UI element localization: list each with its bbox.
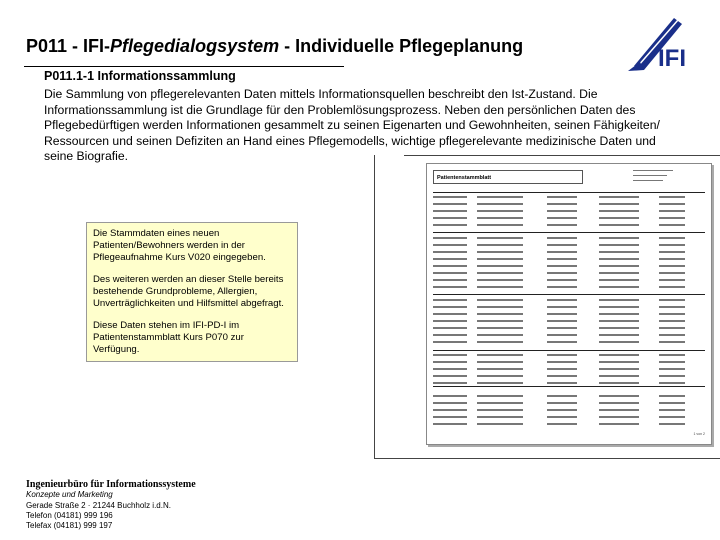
document-text-line [547, 224, 577, 226]
company-footer [26, 480, 196, 531]
document-text-line [477, 237, 523, 239]
document-text-line [477, 286, 523, 288]
document-text-line [547, 334, 577, 336]
company-fax: Telefax (04181) 999 197 [26, 521, 113, 531]
document-text-line [433, 341, 467, 343]
document-text-line [659, 286, 685, 288]
document-text-line [433, 320, 467, 322]
document-text-line [659, 210, 685, 212]
section-subtitle: P011.1-1 Informationssammlung [44, 69, 236, 83]
document-text-line [477, 272, 523, 274]
document-text-line [547, 423, 577, 425]
document-text-line [433, 423, 467, 425]
document-text-line [599, 286, 639, 288]
document-text-line [477, 279, 523, 281]
document-text-line [599, 354, 639, 356]
document-text-line [659, 299, 685, 301]
document-preview [426, 163, 712, 445]
document-text-line [433, 244, 467, 246]
document-text-line [547, 306, 577, 308]
document-text-line [599, 402, 639, 404]
company-tagline: Konzepte und Marketing [26, 490, 113, 500]
document-page-number: 1 von 2 [693, 432, 705, 436]
document-text-line [547, 361, 577, 363]
document-text-line [547, 382, 577, 384]
document-text-line [659, 237, 685, 239]
note-paragraph: Des weiteren werden an dieser Stelle bereits bestehende Grundprobleme, Allergien, Unverträglichkeiten und Hilfsmittel abgefragt. [93, 274, 284, 309]
document-text-line [599, 196, 639, 198]
document-text-line [599, 416, 639, 418]
document-text-line [547, 354, 577, 356]
document-text-line [433, 203, 467, 205]
document-text-line [433, 272, 467, 274]
document-text-line [433, 382, 467, 384]
frame-line [374, 155, 375, 458]
document-text-line [547, 196, 577, 198]
document-text-line [433, 334, 467, 336]
document-text-line [659, 244, 685, 246]
document-text-line [477, 423, 523, 425]
document-text-line [547, 251, 577, 253]
document-text-line [659, 327, 685, 329]
document-text-line [599, 272, 639, 274]
document-text-line [477, 341, 523, 343]
document-text-line [477, 210, 523, 212]
document-text-line [433, 409, 467, 411]
document-text-line [599, 306, 639, 308]
document-text-line [599, 265, 639, 267]
document-section-rule [433, 294, 705, 295]
document-text-line [599, 251, 639, 253]
section-body: Die Sammlung von pflegerelevanten Daten mittels Informationsquellen beschreibt den Ist-Zustand. Die Informationssammlung ist die Grundlage für den Problemlösungsprozess. Neben den persönlichen Daten des Pflegebedürftigen werden Informationen gesammelt zu seinen Eigenarten und Gewohnheiten, seinen Fähigkeiten/ Ressourcen und seinen Defiziten an Hand eines Pflegemodells, wichtige pflegerelevante medizinische Daten und seine Biografie. [44, 87, 660, 164]
document-text-line [433, 217, 467, 219]
note-paragraph: Diese Daten stehen im IFI-PD-I im Patientenstammblatt Kurs P070 zur Verfügung. [93, 320, 244, 355]
document-text-line [433, 299, 467, 301]
ifi-logo [614, 14, 706, 72]
document-text-line [599, 409, 639, 411]
document-section-rule [433, 350, 705, 351]
document-text-line [659, 217, 685, 219]
document-text-line [547, 237, 577, 239]
document-text-line [547, 279, 577, 281]
document-text-line [477, 203, 523, 205]
document-text-line [433, 416, 467, 418]
document-text-line [477, 354, 523, 356]
document-text-line [659, 395, 685, 397]
document-text-line [659, 196, 685, 198]
document-text-line [599, 368, 639, 370]
document-text-line [659, 402, 685, 404]
document-text-line [433, 265, 467, 267]
document-text-line [547, 286, 577, 288]
document-text-line [477, 395, 523, 397]
document-text-line [547, 341, 577, 343]
document-text-line [659, 306, 685, 308]
document-text-line [477, 334, 523, 336]
document-text-line [547, 265, 577, 267]
company-name: Ingenieurbüro für Informationssysteme [26, 479, 196, 490]
document-text-line [599, 210, 639, 212]
document-text-line [547, 217, 577, 219]
document-text-line [659, 272, 685, 274]
company-phone: Telefon (04181) 999 196 [26, 510, 113, 520]
document-text-line [477, 320, 523, 322]
document-text-line [659, 279, 685, 281]
document-text-line [547, 375, 577, 377]
document-text-line [659, 375, 685, 377]
document-text-line [599, 361, 639, 363]
document-text-line [599, 327, 639, 329]
document-heading: Patientenstammblatt [433, 170, 583, 184]
document-section-rule [433, 386, 705, 387]
document-text-line [659, 341, 685, 343]
document-text-line [599, 258, 639, 260]
document-text-line [433, 368, 467, 370]
document-text-line [599, 334, 639, 336]
document-text-line [547, 409, 577, 411]
document-text-line [433, 196, 467, 198]
document-section-rule [433, 192, 705, 193]
document-text-line [659, 409, 685, 411]
document-text-line [433, 375, 467, 377]
document-text-line [599, 382, 639, 384]
document-text-line [659, 251, 685, 253]
document-text-line [547, 416, 577, 418]
document-text-line [659, 265, 685, 267]
document-text-line [659, 382, 685, 384]
document-text-line [433, 327, 467, 329]
document-text-line [547, 368, 577, 370]
document-text-line [477, 416, 523, 418]
document-text-line [433, 395, 467, 397]
document-text-line [659, 320, 685, 322]
document-text-line [599, 224, 639, 226]
document-text-line [599, 244, 639, 246]
document-text-line [599, 395, 639, 397]
document-text-line [433, 286, 467, 288]
frame-line [404, 155, 720, 156]
document-text-line [433, 361, 467, 363]
document-text-line [599, 341, 639, 343]
document-text-line [477, 402, 523, 404]
document-text-line [599, 313, 639, 315]
document-text-line [599, 299, 639, 301]
document-text-line [477, 361, 523, 363]
document-text-line [477, 382, 523, 384]
document-text-line [599, 203, 639, 205]
document-text-line [547, 313, 577, 315]
document-text-line [547, 210, 577, 212]
document-text-line [547, 203, 577, 205]
document-text-line [477, 409, 523, 411]
document-section-rule [433, 232, 705, 233]
document-text-line [477, 217, 523, 219]
info-note [86, 222, 298, 362]
document-text-line [599, 279, 639, 281]
document-text-line [477, 251, 523, 253]
frame-line [374, 458, 720, 459]
document-text-line [659, 361, 685, 363]
document-text-line [433, 306, 467, 308]
document-text-line [433, 224, 467, 226]
document-text-line [477, 196, 523, 198]
document-text-line [547, 320, 577, 322]
document-text-line [433, 251, 467, 253]
document-text-line [477, 313, 523, 315]
document-text-line [477, 299, 523, 301]
note-paragraph: Die Stammdaten eines neuen Patienten/Bewohners werden in der Pflegeaufnahme Kurs V020 eingegeben. [93, 228, 266, 263]
document-text-line [599, 320, 639, 322]
document-text-line [547, 258, 577, 260]
document-text-line [477, 244, 523, 246]
logo-text: IFI [658, 45, 686, 72]
document-text-line [659, 354, 685, 356]
document-text-line [547, 244, 577, 246]
document-text-line [547, 327, 577, 329]
document-text-line [599, 237, 639, 239]
document-text-line [659, 313, 685, 315]
document-text-line [599, 423, 639, 425]
document-text-line [477, 306, 523, 308]
document-text-line [659, 203, 685, 205]
document-text-line [433, 313, 467, 315]
document-text-line [433, 210, 467, 212]
document-text-line [659, 423, 685, 425]
document-text-line [659, 258, 685, 260]
page-title: P011 - IFI-Pflegedialogsystem - Individuelle Pflegeplanung [26, 36, 524, 56]
title-rule [24, 66, 344, 67]
document-text-line [433, 237, 467, 239]
document-text-line [477, 375, 523, 377]
document-text-line [659, 334, 685, 336]
document-text-line [477, 368, 523, 370]
document-text-line [477, 265, 523, 267]
company-address: Gerade Straße 2 · 21244 Buchholz i.d.N. [26, 500, 171, 510]
document-text-line [599, 375, 639, 377]
document-text-line [659, 368, 685, 370]
document-text-line [599, 217, 639, 219]
document-text-line [547, 395, 577, 397]
document-text-line [547, 272, 577, 274]
document-text-line [433, 279, 467, 281]
document-text-line [547, 402, 577, 404]
document-text-line [659, 416, 685, 418]
document-text-line [547, 299, 577, 301]
document-text-line [477, 327, 523, 329]
document-text-line [477, 258, 523, 260]
document-text-line [433, 354, 467, 356]
document-text-line [433, 258, 467, 260]
document-text-line [477, 224, 523, 226]
document-text-line [433, 402, 467, 404]
document-text-line [659, 224, 685, 226]
